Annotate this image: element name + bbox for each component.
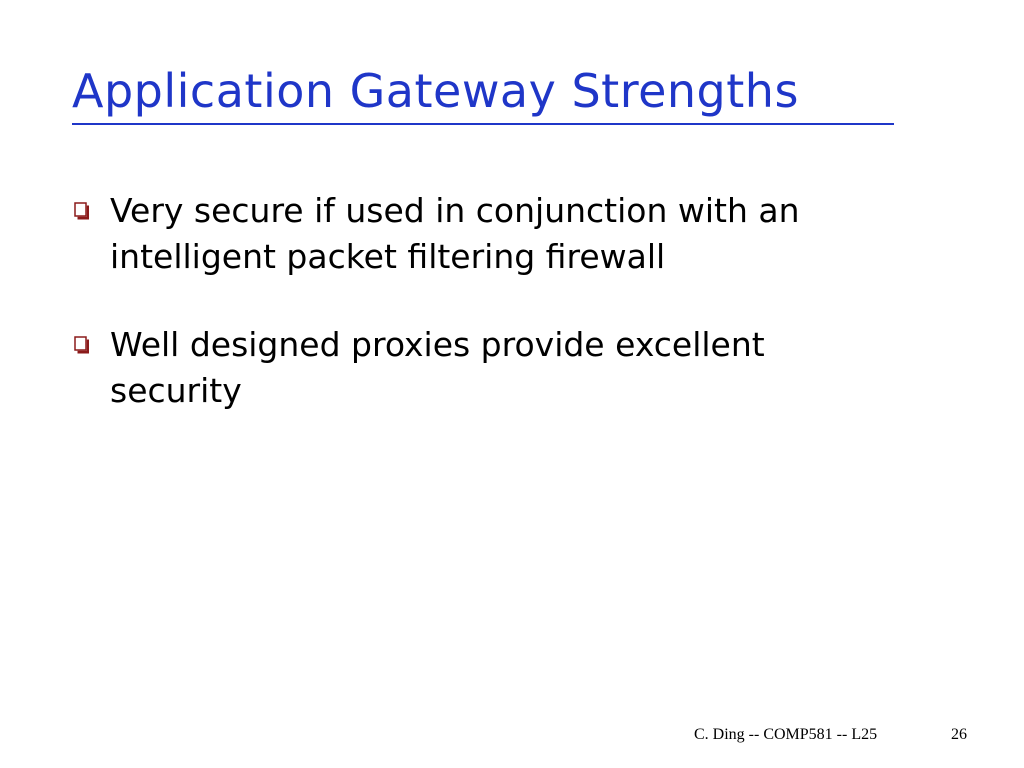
slide-title: Application Gateway Strengths (72, 64, 799, 118)
bullet-list (74, 188, 904, 456)
bullet-item (74, 322, 904, 414)
checkbox-icon (74, 336, 90, 355)
page-number: 26 (951, 726, 967, 743)
footer-text: C. Ding -- COMP581 -- L25 (694, 726, 878, 743)
bullet-item (74, 188, 904, 280)
checkbox-icon (74, 202, 90, 221)
title-underline (72, 123, 894, 125)
bullet-text: Very secure if used in conjunction with an intelligent packet filtering firewall (110, 191, 800, 276)
bullet-text: Well designed proxies provide excellent security (110, 325, 765, 410)
